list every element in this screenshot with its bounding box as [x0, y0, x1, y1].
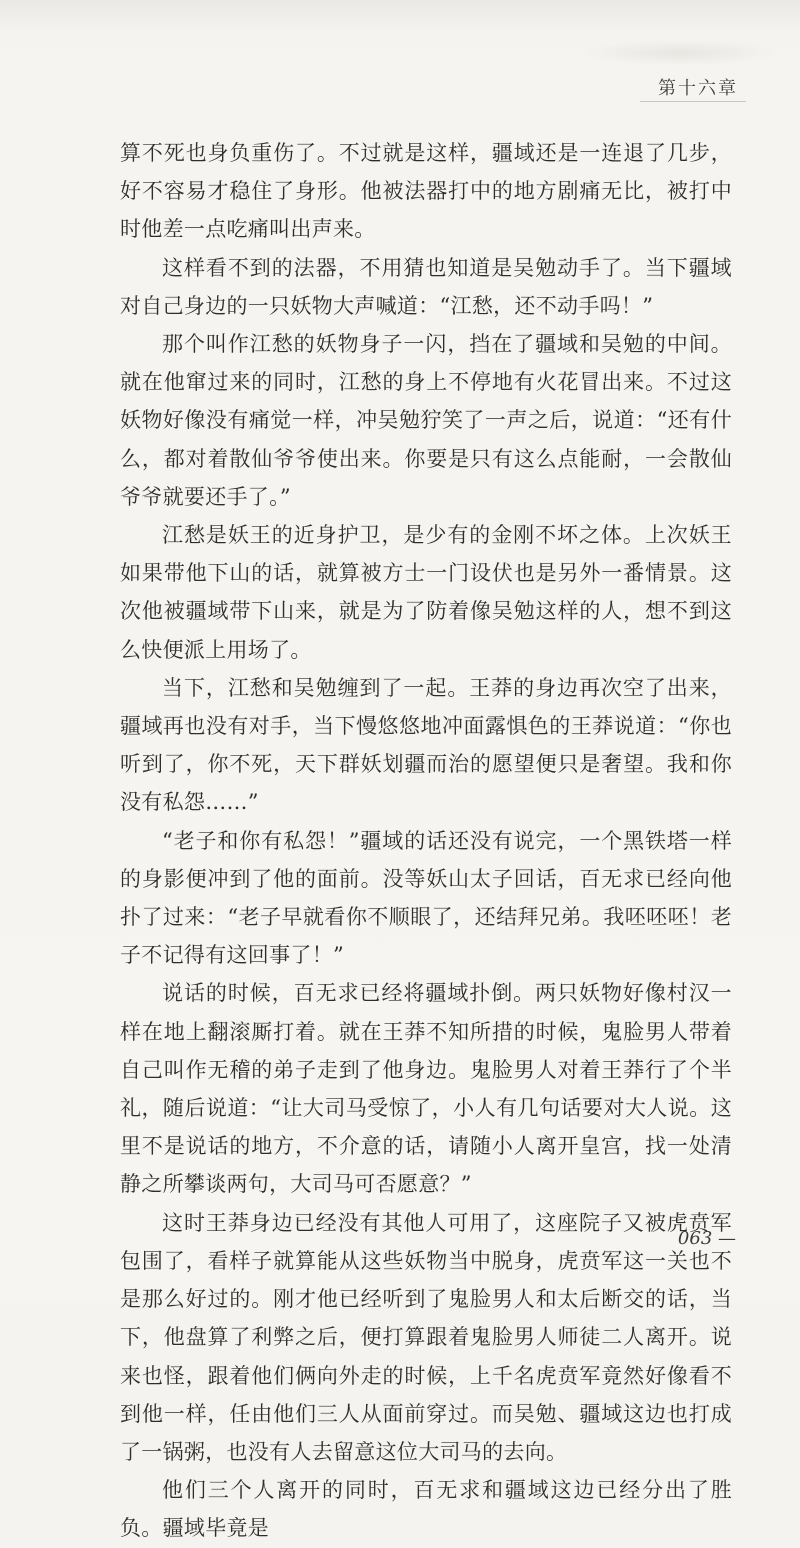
paragraph: 这样看不到的法器，不用猜也知道是吴勉动手了。当下疆域对自己身边的一只妖物大声喊道：“江愁，还不动手吗！” [120, 255, 732, 318]
paragraph-continued: 算不死也身负重伤了。不过就是这样，疆域还是一连退了几步，好不容易才稳住了身形。他被法器打中的地方剧痛无比，被打中时他差一点吃痛叫出声来。 [120, 141, 732, 242]
paragraph: 当下，江愁和吴勉缠到了一起。王莽的身边再次空了出来，疆域再也没有对手，当下慢悠悠地冲面露惧色的王莽说道：“你也听到了，你不死，天下群妖划疆而治的愿望便只是奢望。我和你没有私怨……” [120, 675, 732, 815]
body-text [120, 134, 732, 1548]
paragraph: 说话的时候，百无求已经将疆域扑倒。两只妖物好像村汉一样在地上翻滚厮打着。就在王莽不知所措的时候，鬼脸男人带着自己叫作无稽的弟子走到了他身边。鬼脸男人对着王莽行了个半礼，随后说道：“让大司马受惊了，小人有几句话要对大人说。这里不是说话的地方，不介意的话，请随小人离开皇宫，找一处清静之所攀谈两句，大司马可否愿意？” [120, 981, 732, 1197]
chapter-running-head: 第十六章 [658, 78, 738, 99]
paragraph: “老子和你有私怨！”疆域的话还没有说完，一个黑铁塔一样的身影便冲到了他的面前。没等妖山太子回话，百无求已经向他扑了过来：“老子早就看你不顺眼了，还结拜兄弟。我呸呸呸！老子不记得有这回事了！” [120, 828, 732, 968]
paragraph: 他们三个人离开的同时，百无求和疆域这边已经分出了胜负。疆域毕竟是 [120, 1478, 732, 1541]
scan-artifact [580, 40, 780, 66]
paragraph: 江愁是妖王的近身护卫，是少有的金刚不坏之体。上次妖王如果带他下山的话，就算被方士一门设伏也是另外一番情景。这次他被疆域带下山来，就是为了防着像吴勉这样的人，想不到这么快便派上用场了。 [120, 523, 732, 662]
header-rule [640, 101, 746, 102]
paragraph: 那个叫作江愁的妖物身子一闪，挡在了疆域和吴勉的中间。就在他窜过来的同时，江愁的身上不停地有火花冒出来。不过这妖物好像没有痛觉一样，冲吴勉狞笑了一声之后，说道：“还有什么，都对着散仙爷爷使出来。你要是只有这么点能耐，一会散仙爷爷就要还手了。” [120, 332, 732, 509]
page-number: 063 — [677, 1228, 736, 1249]
paragraph: 这时王莽身边已经没有其他人可用了，这座院子又被虎贲军包围了，看样子就算能从这些妖物当中脱身，虎贲军这一关也不是那么好过的。刚才他已经听到了鬼脸男人和太后断交的话，当下，他盘算了利弊之后，便打算跟着鬼脸男人师徒二人离开。说来也怪，跟着他们俩向外走的时候，上千名虎贲军竟然好像看不到他一样，任由他们三人从面前穿过。而吴勉、疆域这边也打成了一锅粥，也没有人去留意这位大司马的去向。 [120, 1210, 732, 1464]
